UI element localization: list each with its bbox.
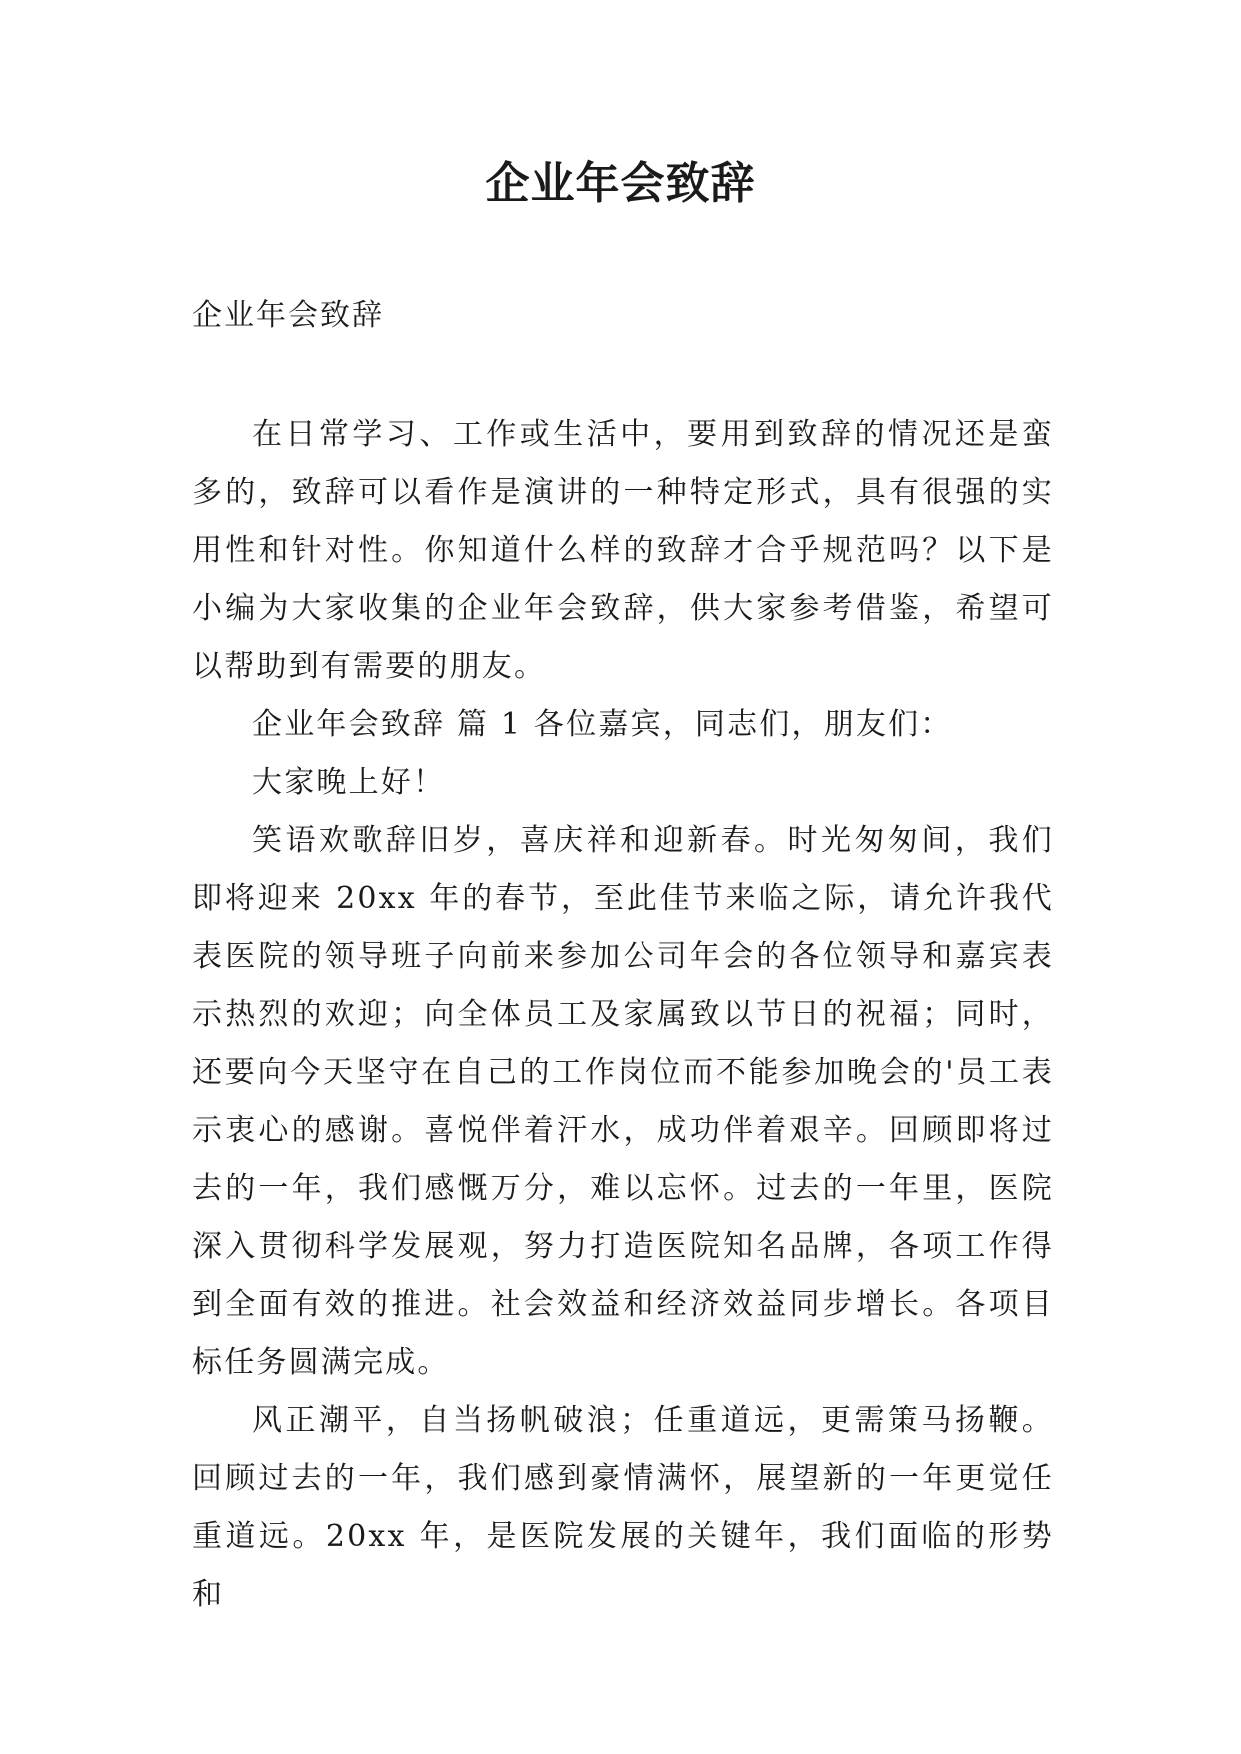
body-paragraph: 风正潮平，自当扬帆破浪；任重道远，更需策马扬鞭。回顾过去的一年，我们感到豪情满怀，展望新的一年更觉任重道远。20xx 年，是医院发展的关键年，我们面临的形势和 — [192, 1403, 1054, 1612]
document-subtitle: 企业年会致辞 — [192, 298, 384, 333]
document-title: 企业年会致辞 — [485, 158, 756, 209]
salutation-paragraph: 企业年会致辞 篇 1 各位嘉宾，同志们，朋友们： — [252, 707, 953, 742]
document-body — [192, 406, 1054, 1624]
body-paragraph: 笑语欢歌辞旧岁，喜庆祥和迎新春。时光匆匆间，我们即将迎来 20xx 年的春节，至此佳节来临之际，请允许我代表医院的领导班子向前来参加公司年会的各位领导和嘉宾表示热烈的欢迎；向全体员工及家属致以节日的祝福；同时，还要向今天坚守在自己的工作岗位而不能参加晚会的'员工表示衷心的感谢。喜悦伴着汗水，成功伴着艰辛。回顾即将过去的一年，我们感慨万分，难以忘怀。过去的一年里，医院深入贯彻科学发展观，努力打造医院知名品牌，各项工作得到全面有效的推进。社会效益和经济效益同步增长。各项目标任务圆满完成。 — [192, 823, 1054, 1380]
greeting-paragraph: 大家晚上好！ — [252, 765, 446, 800]
intro-paragraph: 在日常学习、工作或生活中，要用到致辞的情况还是蛮多的，致辞可以看作是演讲的一种特定形式，具有很强的实用性和针对性。你知道什么样的致辞才合乎规范吗？以下是小编为大家收集的企业年会致辞，供大家参考借鉴，希望可以帮助到有需要的朋友。 — [192, 417, 1054, 684]
